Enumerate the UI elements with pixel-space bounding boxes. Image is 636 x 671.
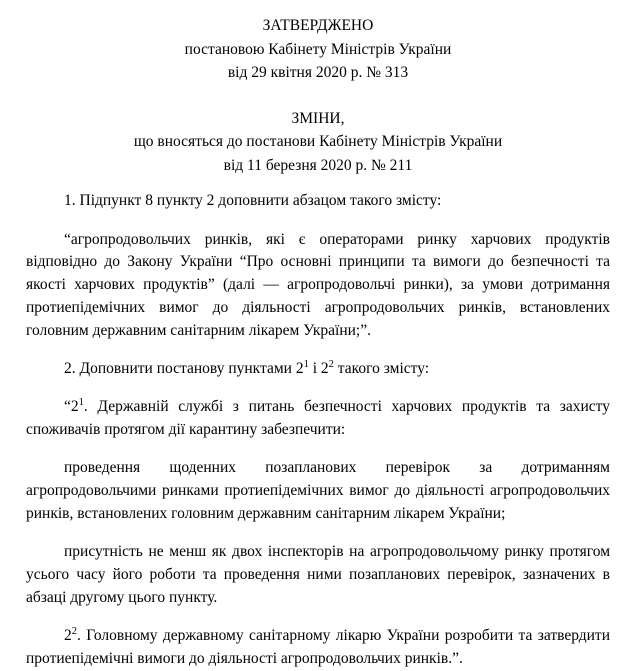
paragraph-6: присутність не менш як двох інспекторів на агропродовольчому ринку протягом усього часу його роботи та проведення ними позапланових перевірок, зазначених в абзаці другому цього пункту. (26, 543, 610, 606)
paragraph-7-superscript: 2 (71, 625, 78, 637)
approval-line-2: постановою Кабінету Міністрів України (184, 40, 452, 58)
paragraph-4-item-2-1 (26, 396, 610, 442)
approval-line-1: ЗАТВЕРДЖЕНО (262, 17, 374, 34)
paragraph-4-superscript: 1 (78, 397, 84, 409)
title-line-1: ЗМІНИ, (291, 109, 345, 127)
approval-line-3: від 29 квітня 2020 р. № 313 (227, 64, 409, 82)
paragraph-3-text-after: такого змісту: (333, 359, 430, 377)
paragraph-7-item-2-2 (26, 625, 610, 671)
approval-block (26, 14, 610, 85)
paragraph-3-superscript-2: 2 (328, 358, 334, 370)
paragraph-3-text-before: 2. Доповнити постанову пунктами 2 (64, 359, 304, 377)
paragraph-1: 1. Підпункт 8 пункту 2 доповнити абзацом такого змісту: (64, 192, 442, 210)
title-line-3: від 11 березня 2020 р. № 211 (223, 156, 413, 174)
paragraph-2-quote: “агропродовольчих ринків, які є операторами ринку харчових продуктів відповідно до Закону України “Про основні принципи та вимоги до безпечності та якості харчових продуктів” (далі — агропродовольчі ринки), за умови дотримання протиепідемічних вимог до діяльності агропродовольчих ринків, встановлених головним державним санітарним лікарем України;”. (26, 230, 610, 339)
paragraph-5: проведення щоденних позапланових перевірок за дотриманням агропродовольчими ринками протиепідемічних вимог до діяльності агропродовольчих ринків, встановлених головним державним санітарним лікарем України; (26, 459, 610, 522)
paragraph-3-text-mid: і 2 (308, 359, 329, 377)
paragraph-4-text-before: “2 (64, 398, 79, 416)
document-title (26, 107, 610, 178)
paragraph-7-text-after: . Головному державному санітарному лікарю України розробити та затвердити протиепідемічні вимоги до діяльності агропродовольчих ринків.”. (26, 627, 610, 667)
paragraph-3 (26, 358, 610, 381)
paragraph-3-superscript-1: 1 (303, 358, 309, 370)
title-line-2: що вносяться до постанови Кабінету Міністрів України (133, 133, 503, 151)
paragraph-7-text-before: 2 (64, 627, 72, 644)
paragraph-4-text-after: . Державній службі з питань безпечності харчових продуктів та захисту споживачів протягом дії карантину забезпечити: (26, 398, 610, 439)
